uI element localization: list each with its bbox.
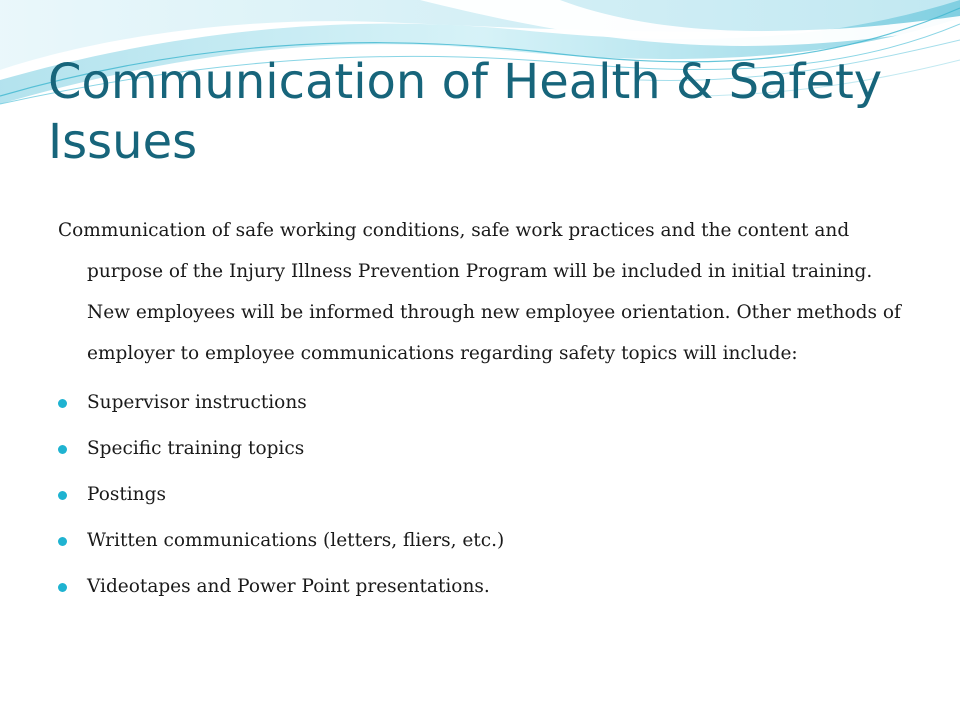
bullet-text: Specific training topics [87, 438, 305, 459]
intro-paragraph: Communication of safe working conditions, safe work practices and the content and purpose of the Injury Illness Prevention Program will be included in initial training. New employees will be informed through new employee orientation. Other methods of employer to employee communications regarding safety topics will include: [58, 220, 901, 364]
bullet-item [58, 426, 918, 472]
bullet-item [58, 472, 918, 518]
bullet-dot-icon [58, 399, 67, 408]
bullet-dot-icon [58, 537, 67, 546]
bullet-dot-icon [58, 583, 67, 592]
bullet-text: Supervisor instructions [87, 392, 307, 413]
slide-body [58, 210, 918, 610]
bullet-dot-icon [58, 445, 67, 454]
bullet-text: Postings [87, 484, 166, 505]
bullet-item [58, 518, 918, 564]
slide-title: Communication of Health & Safety Issues [48, 54, 883, 170]
bullet-item [58, 564, 918, 610]
bullet-dot-icon [58, 491, 67, 500]
bullet-list [58, 380, 918, 610]
bullet-item [58, 380, 918, 426]
bullet-text: Videotapes and Power Point presentations. [87, 576, 490, 597]
bullet-text: Written communications (letters, fliers, etc.) [87, 530, 505, 551]
